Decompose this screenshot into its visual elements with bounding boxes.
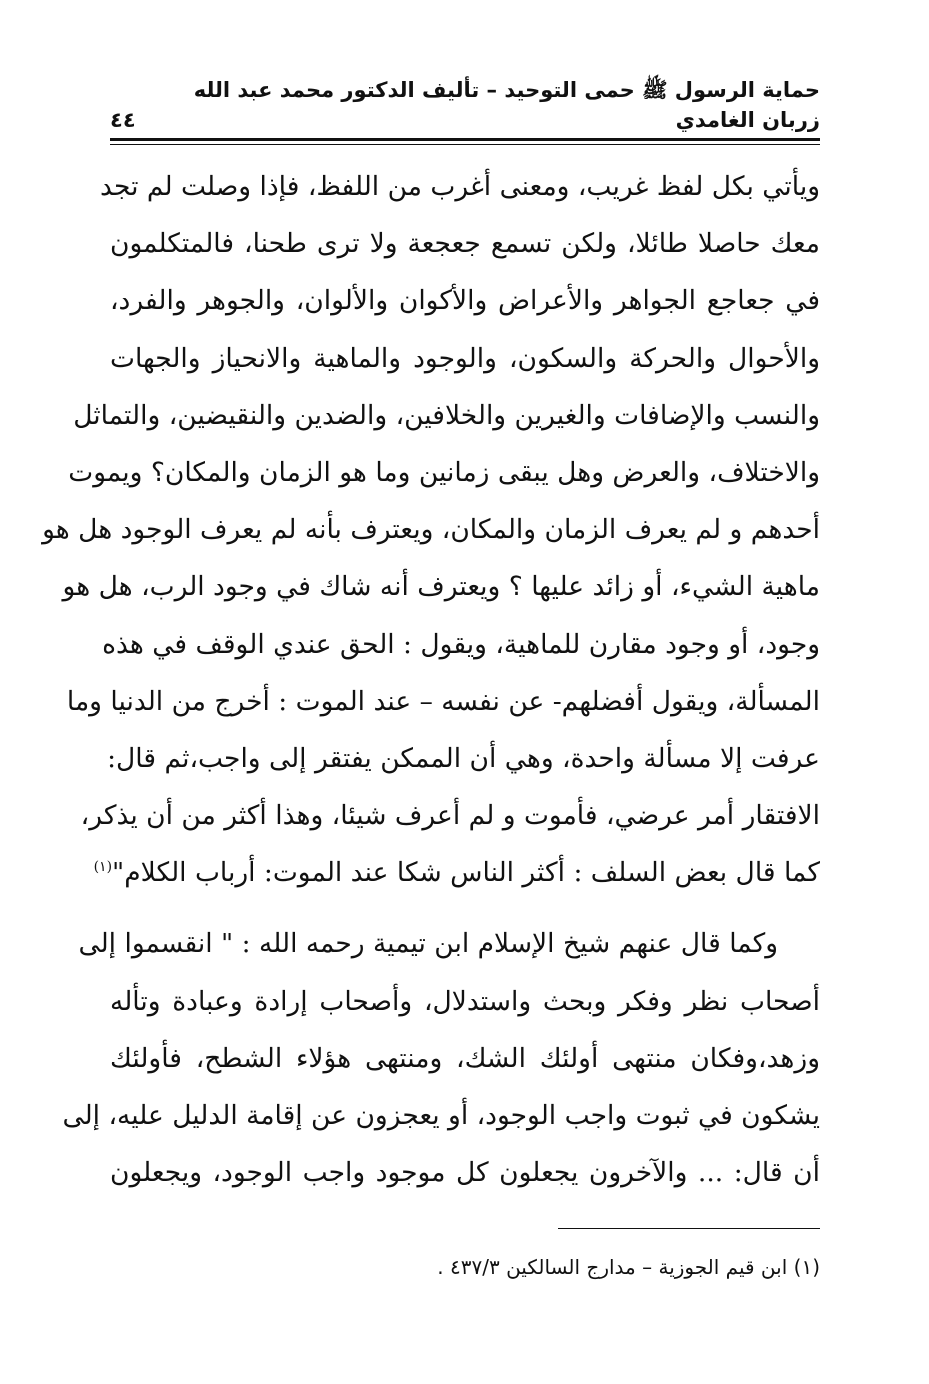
text-line: ويأتي بكل لفظ غريب، ومعنى أغرب من اللفظ، فإذا وصلت لم تجد [100, 171, 820, 202]
footnote-divider [558, 1228, 820, 1229]
text-line: وزهد،وفكان منتهى أولئك الشك، ومنتهى هؤلاء الشطح، فأولئك [110, 1042, 820, 1074]
header-title: حماية الرسول ﷺ حمى التوحيد – تأليف الدكتور محمد عبد الله زربان الغامدي [193, 78, 820, 132]
body-text [42, 158, 820, 1201]
text-line: عرفت إلا مسألة واحدة، وهي أن الممكن يفتقر إلى واجب،ثم قال: [107, 742, 820, 774]
page-number: ٤٤ [110, 108, 136, 132]
paragraph-gap [110, 901, 820, 915]
footnote: (١) ابن قيم الجوزية – مدارج السالكين ٤٣٧/٣ . [437, 1255, 820, 1279]
footnote-marker: (١) [93, 859, 113, 876]
text-line: معك حاصلا طائلا، ولكن تسمع جعجعة ولا ترى طحنا، فالمتكلمون [110, 228, 820, 260]
text-line: المسألة، ويقول أفضلهم- عن نفسه – عند الموت : أخرج من الدنيا وما [66, 685, 820, 717]
text-line: أحدهم و لم يعرف الزمان والمكان، ويعترف بأنه لم يعرف الوجود هل هو [42, 514, 820, 546]
text-line: في جعاجع الجواهر والأعراض والأكوان والألوان، والجوهر والفرد، [110, 285, 820, 317]
header-divider-thin [110, 144, 820, 145]
last-line-text: كما قال بعض السلف : أكثر الناس شكا عند الموت: أرباب الكلام" [112, 857, 820, 889]
text-line: والاختلاف، والعرض وهل يبقى زمانين وما هو الزمان والمكان؟ ويموت [68, 456, 820, 488]
running-header [110, 78, 820, 132]
text-line [93, 844, 820, 901]
text-line: أصحاب نظر وفكر وبحث واستدلال، وأصحاب إرادة وعبادة وتأله [110, 985, 820, 1017]
text-line: أن قال: ... والآخرون يجعلون كل موجود واجب الوجود، ويجعلون [110, 1157, 820, 1189]
header-divider [110, 138, 820, 141]
text-line: الافتقار أمر عرضي، فأموت و لم أعرف شيئا، وهذا أكثر من أن يذكر، [80, 800, 820, 832]
text-line: ماهية الشيء، أو زائد عليها ؟ ويعترف أنه شاك في وجود الرب، هل هو [62, 571, 820, 603]
text-line: وكما قال عنهم شيخ الإسلام ابن تيمية رحمه الله : " انقسموا إلى [78, 928, 778, 960]
text-line: يشكون في ثبوت واجب الوجود، أو يعجزون عن إقامة الدليل عليه، إلى [62, 1100, 820, 1131]
text-line: والنسب والإضافات والغيرين والخلافين، والضدين والنقيضين، والتماثل [73, 399, 820, 431]
text-line: وجود، أو وجود مقارن للماهية، ويقول : الحق عندي الوقف في هذه [102, 628, 820, 660]
text-line: والأحوال والحركة والسكون، والوجود والماهية والانحياز والجهات [110, 342, 820, 374]
